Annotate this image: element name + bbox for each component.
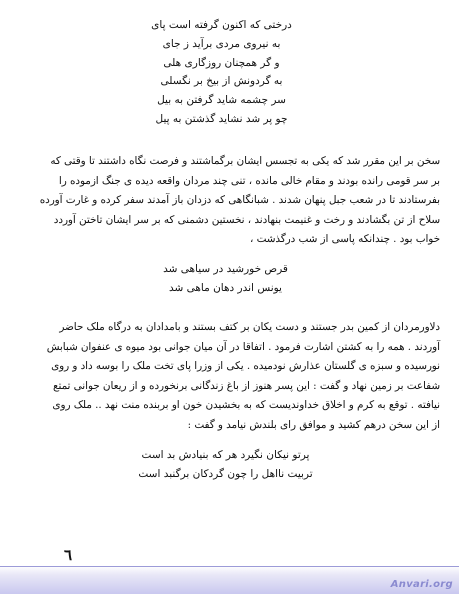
verse-line: به نیروی مردی برآید ز جای	[162, 37, 281, 50]
page-number: ٦	[64, 546, 73, 564]
prose-line: آوردند . همه را به کشتن اشارت فرمود . اتفاقا در آن میان جوانی بود میوه ی عنفوان شبابش	[46, 340, 440, 353]
prose-line: نورسیده و سبزه ی گلستان عذارش نودمیده . یکی از وزرا پای تخت ملک را بوسه داد و روی	[51, 360, 440, 372]
poem-stanza	[0, 446, 455, 484]
prose-line: بر سر قومی رانده بودند و مقام خالی مانده ، تنی چند مردان واقعه دیده ی جنگ ازموده را	[58, 174, 440, 187]
prose-line: نیافته . توقع به کرم و اخلاق خداوندیست که به بخشیدن خون او بربنده منت نهد .. ملک روی	[52, 399, 440, 411]
prose-line: شفاعت بر زمین نهاد و گفت : این پسر هنوز از باغ زندگانی برنخورده و از ریعان جوانی تمتع	[52, 379, 440, 392]
verse-line: و گر همچنان روزگاری هلی	[163, 56, 280, 69]
verse-line: یونس اندر دهان ماهی شد	[169, 281, 282, 294]
poem-stanza	[0, 16, 451, 129]
verse-line: سر چشمه شاید گرفتن به بیل	[157, 94, 286, 107]
verse-line: درختی که اکنون گرفته است پای	[151, 19, 292, 31]
footer-band	[0, 566, 459, 594]
prose-line: بفرستادند تا در شعب جبل پنهان شدند . شبانگاهی که دزدان باز آمدند سفر کرده و غارت آورده	[39, 194, 440, 206]
verse-line: پرتو نیکان نگیرد هر که بنیادش بد است	[141, 449, 310, 461]
prose-line: دلاورمردان از کمین بدر جستند و دست یکان بر کتف بستند و بامدادان به درگاه ملک حاضر	[59, 321, 440, 333]
verse-line: قرص خورشید در سیاهی شد	[163, 263, 288, 275]
prose-paragraph	[20, 318, 440, 435]
prose-line: سلاح از تن بگشادند و رخت و غنیمت بنهادند ، نخستین دشمنی که بر سر ایشان تاختن آوردد	[53, 213, 440, 226]
prose-line: از این سخن درهم کشید و موافق رای بلندش نیامد و گفت :	[187, 418, 440, 431]
verse-line: به گردونش از بیخ بر نگسلی	[160, 75, 283, 88]
watermark-logo: Anvari.org	[390, 579, 453, 590]
verse-line: تربیت نااهل را چون گردکان برگنبد است	[138, 467, 313, 480]
prose-line: سخن بر این مقرر شد که یکی به تجسس ایشان برگماشتند و فرصت نگاه داشتند تا وقتی که	[50, 155, 440, 167]
footer-divider	[0, 566, 459, 567]
prose-paragraph	[20, 152, 440, 250]
prose-line: خواب بود . چندانکه پاسی از شب درگذشت ،	[250, 233, 440, 245]
verse-line: چو پر شد نشاید گذشتن به پیل	[155, 112, 288, 125]
poem-stanza	[0, 260, 455, 298]
